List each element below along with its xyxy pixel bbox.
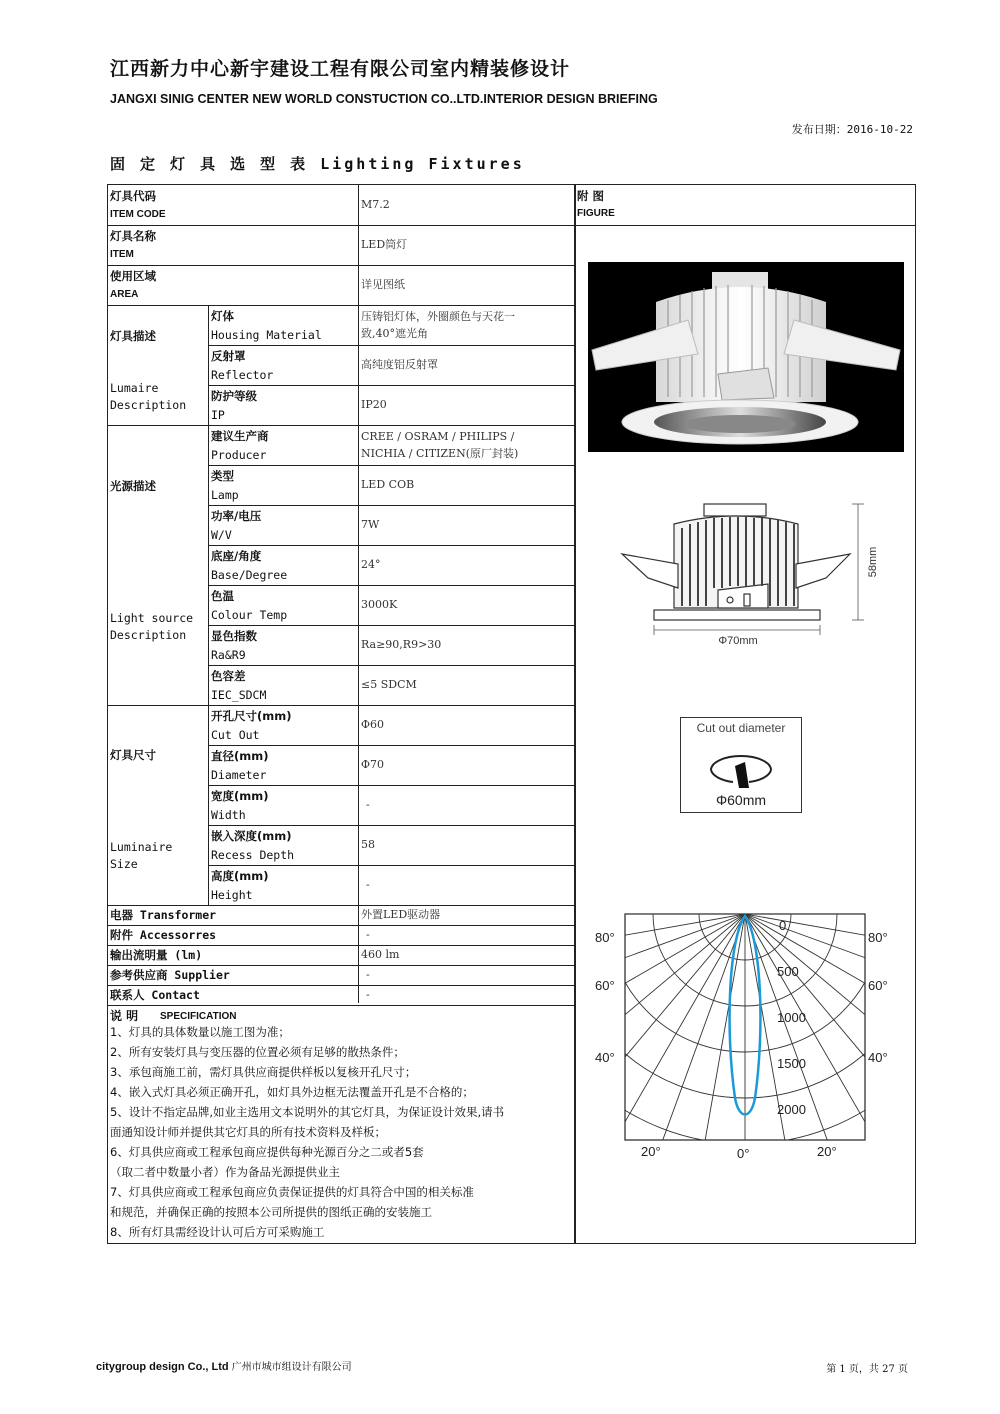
figure-label-en: FIGURE	[577, 208, 615, 219]
spec-title-en: SPECIFICATION	[160, 1011, 237, 1022]
light-source-label-en2: Description	[110, 628, 187, 642]
producer-value-1: CREE / OSRAM / PHILIPS /	[361, 430, 515, 443]
angle-left-60: 60°	[595, 978, 615, 993]
ip-value: IP20	[361, 398, 387, 411]
lamp-value: LED COB	[361, 478, 415, 491]
spec-line-7: 6、灯具供应商或工程承包商应提供每种光源百分之二或者5套	[110, 1145, 424, 1159]
housing-value-2: 致,40°遮光角	[361, 327, 428, 340]
output-label: 输出流明量 (lm)	[110, 948, 203, 962]
publish-date: 发布日期：2016-10-22	[791, 123, 913, 136]
cutout-diagram-title: Cut out diameter	[696, 721, 786, 735]
ra-value: Ra≥90,R9>30	[361, 638, 442, 651]
radial-1000: 1000	[777, 1010, 806, 1025]
housing-label-cn: 灯体	[211, 309, 234, 323]
radial-top-0: 0	[779, 918, 787, 933]
height-dimension-label: 58mm	[867, 546, 879, 578]
ip-label-cn: 防护等级	[211, 389, 257, 403]
supplier-label: 参考供应商 Supplier	[110, 968, 230, 982]
angle-left-20: 20°	[641, 1144, 661, 1159]
recess-value: 58	[361, 838, 375, 851]
item-label-cn: 灯具名称	[110, 229, 156, 243]
sheet-title: 固 定 灯 具 选 型 表 Lighting Fixtures	[110, 155, 525, 173]
accessories-label: 附件 Accessorres	[110, 928, 217, 942]
lumaire-desc-label-cn: 灯具描述	[110, 329, 156, 343]
base-label-en: Base/Degree	[211, 568, 288, 582]
ra-label-cn: 显色指数	[211, 629, 257, 643]
lumaire-desc-label-en1: Lumaire	[110, 381, 159, 395]
transformer-label: 电器 Transformer	[110, 908, 217, 922]
ip-label-en: IP	[211, 408, 225, 422]
recess-label-cn: 嵌入深度(mm)	[211, 829, 292, 843]
reflector-label-cn: 反射罩	[211, 349, 246, 363]
footer-company-cn: 广州市城市组设计有限公司	[231, 1362, 352, 1373]
spec-line-10: 和规范，并确保正确的按照本公司所提供的图纸正确的安装施工	[110, 1205, 432, 1219]
reflector-value: 高纯度铝反射罩	[361, 358, 438, 371]
transformer-value: 外置LED驱动器	[361, 908, 441, 921]
reflector-label-en: Reflector	[211, 368, 274, 382]
footer-company-en: citygroup design Co., Ltd	[96, 1361, 229, 1373]
diameter-dimension-label: Φ70mm	[718, 635, 758, 647]
item-label-en: ITEM	[110, 249, 134, 260]
spec-line-4: 4、嵌入式灯具必须正确开孔，如灯具外边框无法覆盖开孔是不合格的；	[110, 1085, 474, 1099]
contact-label: 联系人 Contact	[110, 988, 200, 1002]
cutout-diagram-value: Φ60mm	[715, 792, 767, 808]
light-distribution-polar-chart	[585, 908, 905, 1166]
colour-label-en: Colour Temp	[211, 608, 288, 622]
spec-line-2: 2、所有安装灯具与变压器的位置必须有足够的散热条件；	[110, 1045, 405, 1059]
figure-label-cn: 附 图	[577, 189, 605, 203]
size-label-cn: 灯具尺寸	[110, 748, 156, 762]
angle-left-40: 40°	[595, 1050, 615, 1065]
cutout-label-en: Cut Out	[211, 728, 260, 742]
angle-right-40: 40°	[868, 1050, 888, 1065]
width-label-en: Width	[211, 808, 246, 822]
spec-line-5: 5、设计不指定品牌,如业主选用文本说明外的其它灯具，为保证设计效果,请书	[110, 1105, 505, 1119]
radial-500: 500	[777, 964, 799, 979]
angle-right-60: 60°	[868, 978, 888, 993]
power-value: 7W	[361, 518, 380, 531]
producer-value-2: NICHIA / CITIZEN(原厂封装)	[361, 447, 519, 460]
base-label-cn: 底座/角度	[211, 549, 262, 563]
width-value: -	[366, 798, 370, 811]
document-title-en: JANGXI SINIG CENTER NEW WORLD CONSTUCTION CO..LTD.INTERIOR DESIGN BRIEFING	[110, 92, 658, 106]
size-label-en1: Luminaire	[110, 840, 173, 854]
cutout-label-cn: 开孔尺寸(mm)	[211, 709, 292, 723]
spec-line-9: 7、灯具供应商或工程承包商应负责保证提供的灯具符合中国的相关标准	[110, 1185, 474, 1199]
spec-line-8: （取二者中数量小者）作为备品光源提供业主	[110, 1165, 340, 1179]
diameter-label-en: Diameter	[211, 768, 267, 782]
area-label-cn: 使用区域	[110, 269, 156, 283]
colour-label-cn: 色温	[211, 589, 234, 603]
diameter-label-cn: 直径(mm)	[211, 749, 269, 763]
sdcm-label-en: IEC_SDCM	[211, 688, 267, 702]
base-value: 24°	[361, 558, 381, 571]
radial-2000: 2000	[777, 1102, 806, 1117]
cutout-value: Φ60	[361, 718, 385, 731]
light-source-label-cn: 光源描述	[110, 479, 156, 493]
angle-bottom-0: 0°	[737, 1146, 750, 1161]
recess-label-en: Recess Depth	[211, 848, 295, 862]
housing-label-en: Housing Material	[211, 328, 322, 342]
height-value: -	[366, 878, 370, 891]
item-code-label-cn: 灯具代码	[110, 189, 156, 203]
page-number: 第 1 页，共 27 页	[826, 1364, 908, 1375]
light-source-label-en1: Light source	[110, 611, 194, 625]
height-label-cn: 高度(mm)	[211, 869, 269, 883]
contact-value: -	[366, 988, 370, 1001]
document-title-cn: 江西新力中心新宇建设工程有限公司室内精装修设计	[110, 58, 571, 80]
item-value: LED筒灯	[361, 238, 408, 251]
radial-1500: 1500	[777, 1056, 806, 1071]
housing-value-1: 压铸铝灯体，外圈颜色与天花一	[361, 310, 515, 323]
spec-line-3: 3、承包商施工前，需灯具供应商提供样板以复核开孔尺寸；	[110, 1065, 417, 1079]
spec-line-11: 8、所有灯具需经设计认可后方可采购施工	[110, 1225, 325, 1239]
item-code-value: M7.2	[361, 198, 390, 211]
size-label-en2: Size	[110, 857, 138, 871]
cutout-circle-icon	[703, 744, 779, 788]
lamp-label-en: Lamp	[211, 488, 239, 502]
lamp-label-cn: 类型	[211, 469, 234, 483]
sdcm-label-cn: 色容差	[211, 669, 246, 683]
area-label-en: AREA	[110, 289, 139, 300]
supplier-value: -	[366, 968, 370, 981]
angle-left-80: 80°	[595, 930, 615, 945]
diameter-value: Φ70	[361, 758, 385, 771]
output-value: 460 lm	[361, 948, 400, 961]
cutout-diagram	[680, 717, 802, 813]
product-render-image	[588, 262, 904, 452]
area-value: 详见图纸	[361, 278, 405, 291]
sdcm-value: ≤5 SDCM	[361, 678, 417, 691]
item-code-label-en: ITEM CODE	[110, 209, 166, 220]
ra-label-en: Ra&R9	[211, 648, 246, 662]
footer-company	[96, 1358, 352, 1373]
width-label-cn: 宽度(mm)	[211, 789, 269, 803]
angle-right-80: 80°	[868, 930, 888, 945]
spec-line-1: 1、灯具的具体数量以施工图为准；	[110, 1025, 290, 1039]
height-label-en: Height	[211, 888, 253, 902]
angle-right-20: 20°	[817, 1144, 837, 1159]
accessories-value: -	[366, 928, 370, 941]
producer-label-en: Producer	[211, 448, 267, 462]
lumaire-desc-label-en2: Description	[110, 398, 187, 412]
spec-line-6: 面通知设计师并提供其它灯具的所有技术资料及样板；	[110, 1125, 386, 1139]
spec-title-cn: 说 明	[110, 1009, 139, 1023]
colour-value: 3000K	[361, 598, 398, 611]
producer-label-cn: 建议生产商	[211, 429, 269, 443]
technical-drawing	[618, 498, 888, 648]
power-label-cn: 功率/电压	[211, 509, 262, 523]
power-label-en: W/V	[211, 528, 232, 542]
